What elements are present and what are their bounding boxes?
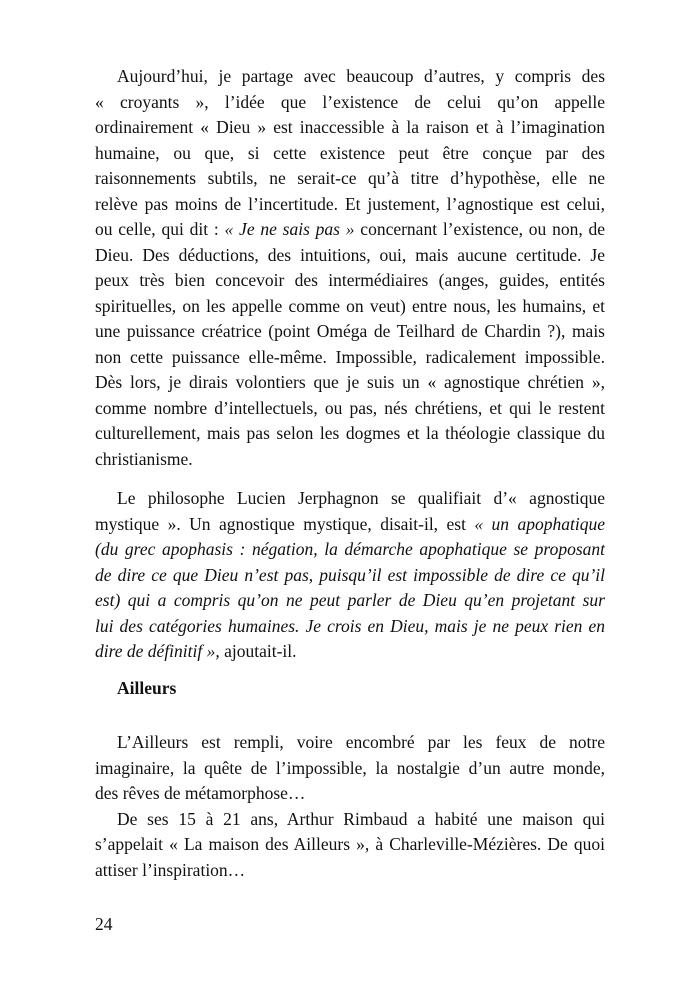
text-line: [95, 588, 605, 614]
text-line: [95, 614, 605, 640]
text-segment: L’Ailleurs est rempli, voire encombré par les feux de notre: [117, 732, 605, 752]
text-segment: concernant l’existence, ou non, de: [354, 219, 605, 239]
text-line: [95, 192, 605, 218]
text-line: [95, 756, 605, 782]
text-line: [95, 90, 605, 116]
text-segment: Le philosophe Lucien Jerphagnon se qualifiait d’« agnostique: [117, 488, 605, 508]
text-line: [95, 217, 605, 243]
text-segment: spirituelles, on les appelle comme on veut) entre nous, les humains, et: [95, 295, 605, 316]
text-line: [95, 512, 605, 538]
italic-text: lui des catégories humaines. Je crois en Dieu, mais je ne peux rien en: [95, 615, 605, 636]
text-segment: attiser l’inspiration…: [95, 859, 246, 880]
section-heading: Ailleurs: [117, 678, 177, 698]
text-segment: christianisme.: [95, 448, 193, 469]
text-segment: relève pas moins de l’incertitude. Et justement, l’agnostique est celui,: [95, 193, 605, 214]
text-line: [95, 115, 605, 141]
italic-text: « Je ne sais pas »: [224, 219, 355, 239]
text-line: [95, 421, 605, 447]
text-segment: des rêves de métamorphose…: [95, 783, 306, 803]
text-line: [95, 166, 605, 192]
text-segment: ou celle, qui dit :: [95, 219, 225, 239]
text-segment: imaginaire, la quête de l’impossible, la nostalgie d’un autre monde,: [95, 757, 605, 778]
text-segment: Dès lors, je dirais volontiers que je suis un « agnostique chrétien »,: [95, 372, 605, 392]
text-line: [95, 370, 605, 396]
page-number: 24: [95, 914, 113, 934]
text-line: [95, 858, 605, 884]
text-line: [95, 563, 605, 589]
text-line: [95, 807, 605, 833]
text-line: [95, 64, 605, 90]
text-segment: Aujourd’hui, je partage avec beaucoup d’autres, y compris des: [117, 66, 605, 86]
text-segment: non cette puissance elle-même. Impossible, radicalement impossible.: [95, 346, 605, 367]
text-segment: comme nombre d’intellectuels, ou pas, nés chrétiens, et qui le restent: [95, 397, 605, 418]
text-line: [95, 486, 605, 512]
italic-text: de dire ce que Dieu n’est pas, puisqu’il est impossible de dire ce qu’il: [95, 564, 605, 585]
text-line: [95, 730, 605, 756]
text-segment: raisonnements subtils, ne serait-ce qu’à titre d’hypothèse, elle ne: [95, 168, 605, 188]
paragraph-agnostic-christian: [95, 64, 605, 472]
text-segment: une puissance créatrice (point Oméga de Teilhard de Chardin ?), mais: [95, 321, 605, 341]
text-line: [95, 243, 605, 269]
italic-text: dire de définitif »,: [95, 641, 220, 661]
text-segment: Dieu. Des déductions, des intuitions, oui, mais aucune certitude. Je: [95, 244, 605, 265]
text-line: [95, 832, 605, 858]
text-line: [95, 537, 605, 563]
text-segment: mystique ». Un agnostique mystique, disait-il, est: [95, 513, 475, 534]
text-line: [95, 781, 605, 807]
text-segment: s’appelait « La maison des Ailleurs », à Charleville-Mézières. De quoi: [95, 834, 605, 854]
text-segment: humaine, ou que, si cette existence peut être conçue par des: [95, 142, 605, 163]
text-line: [95, 345, 605, 371]
text-line: [95, 396, 605, 422]
text-segment: « croyants », l’idée que l’existence de celui qu’on appelle: [95, 91, 605, 112]
text-line: [95, 319, 605, 345]
text-segment: De ses 15 à 21 ans, Arthur Rimbaud a habité une maison qui: [117, 808, 605, 829]
text-segment: culturellement, mais pas selon les dogmes et la théologie classique du: [95, 423, 605, 443]
text-line: [95, 639, 605, 665]
text-line: [95, 268, 605, 294]
text-line: [95, 294, 605, 320]
text-segment: peux très bien concevoir des intermédiaires (anges, guides, entités: [95, 270, 605, 290]
italic-text: est) qui a compris qu’on ne peut parler de Dieu qu’en projetant sur: [95, 590, 605, 610]
italic-text: « un apophatique: [474, 513, 605, 534]
paragraph-jerphagnon-quote: [95, 486, 605, 665]
text-segment: ordinairement « Dieu » est inaccessible à la raison et à l’imagination: [95, 117, 605, 137]
italic-text: (du grec apophasis : négation, la démarche apophatique se proposant: [95, 539, 605, 559]
text-line: [95, 141, 605, 167]
text-line: [95, 447, 605, 473]
paragraph-ailleurs: [95, 730, 605, 883]
text-segment: ajoutait-il.: [219, 641, 297, 661]
